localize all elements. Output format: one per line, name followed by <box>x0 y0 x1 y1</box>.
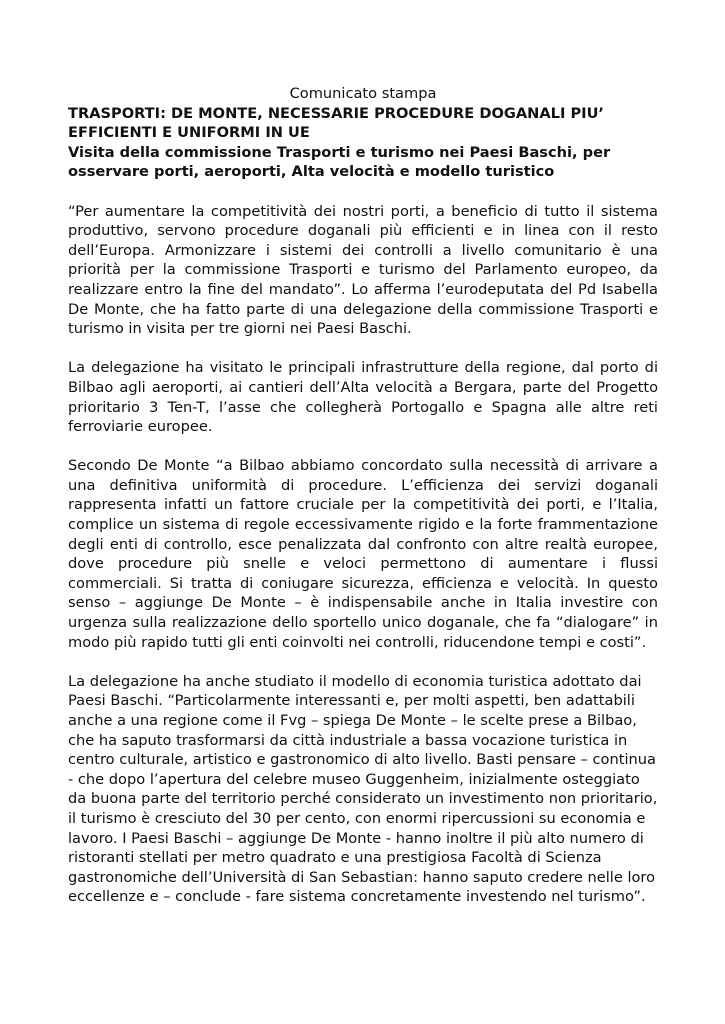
paragraph-1: “Per aumentare la competitività dei nostri porti, a beneficio di tutto il sistema produttivo, servono procedure doganali più efficienti e in linea con il resto dell’Europa. Armonizzare i sistemi dei controlli a livello comunitario è una priorità per la commissione Trasporti e turismo del Parlamento europeo, da realizzare entro la fine del mandato”. Lo afferma l’eurodeputata del Pd Isabella De Monte, che ha fatto parte di una delegazione della commissione Trasporti e turismo in visita per tre giorni nei Paesi Baschi. <box>68 202 658 338</box>
document-title: TRASPORTI: DE MONTE, NECESSARIE PROCEDURE DOGANALI PIU’ EFFICIENTI E UNIFORMI IN UE <box>68 104 604 142</box>
paragraph-2: La delegazione ha visitato le principali infrastrutture della regione, dal porto di Bilbao agli aeroporti, ai cantieri dell’Alta velocità a Bergara, parte del Progetto prioritario 3 Ten-T, l’asse che collegherà Portogallo e Spagna alle altre reti ferroviarie europee. <box>68 359 658 436</box>
press-release-page <box>68 84 658 927</box>
paragraph-3: Secondo De Monte “a Bilbao abbiamo concordato sulla necessità di arrivare a una definitiva uniformità di procedure. L’efficienza dei servizi doganali rappresenta infatti un fattore cruciale per la competitività dei porti, e l’Italia, complice un sistema di regole eccessivamente rigido e la forte frammentazione degli enti di controllo, esce penalizzata dal confronto con altre realtà europee, dove procedure più snelle e veloci permettono di aumentare i flussi commerciali. Si tratta di coniugare sicurezza, efficienza e velocità. In questo senso – aggiunge De Monte – è indispensabile anche in Italia investire con urgenza sulla realizzazione dello sportello unico doganale, che fa “dialogare” in modo più rapido tutti gli enti coinvolti nei controlli, riducendone tempi e costi”. <box>68 457 658 651</box>
document-subtitle: Visita della commissione Trasporti e turismo nei Paesi Baschi, per osservare porti, aeroporti, Alta velocità e modello turistico <box>68 143 611 181</box>
document-kicker: Comunicato stampa <box>289 85 437 102</box>
paragraph-4: La delegazione ha anche studiato il modello di economia turistica adottato dai Paesi Baschi. “Particolarmente interessanti e, per molti aspetti, ben adattabili anche a una regione come il Fvg – spiega De Monte – le scelte prese a Bilbao, che ha saputo trasformarsi da città industriale a bassa vocazione turistica in centro culturale, artistico e gastronomico di alto livello. Basti pensare – continua - che dopo l’apertura del celebre museo Guggenheim, inizialmente osteggiato da buona parte del territorio perché considerato un investimento non prioritario, il turismo è cresciuto del 30 per cento, con enormi ripercussioni su economia e lavoro. I Paesi Baschi – aggiunge De Monte - hanno inoltre il più alto numero di ristoranti stellati per metro quadrato e una prestigiosa Facoltà di Scienza gastronomiche dell’Università di San Sebastian: hanno saputo credere nelle loro eccellenze e – conclude - fare sistema concretamente investendo nel turismo”. <box>68 672 658 906</box>
